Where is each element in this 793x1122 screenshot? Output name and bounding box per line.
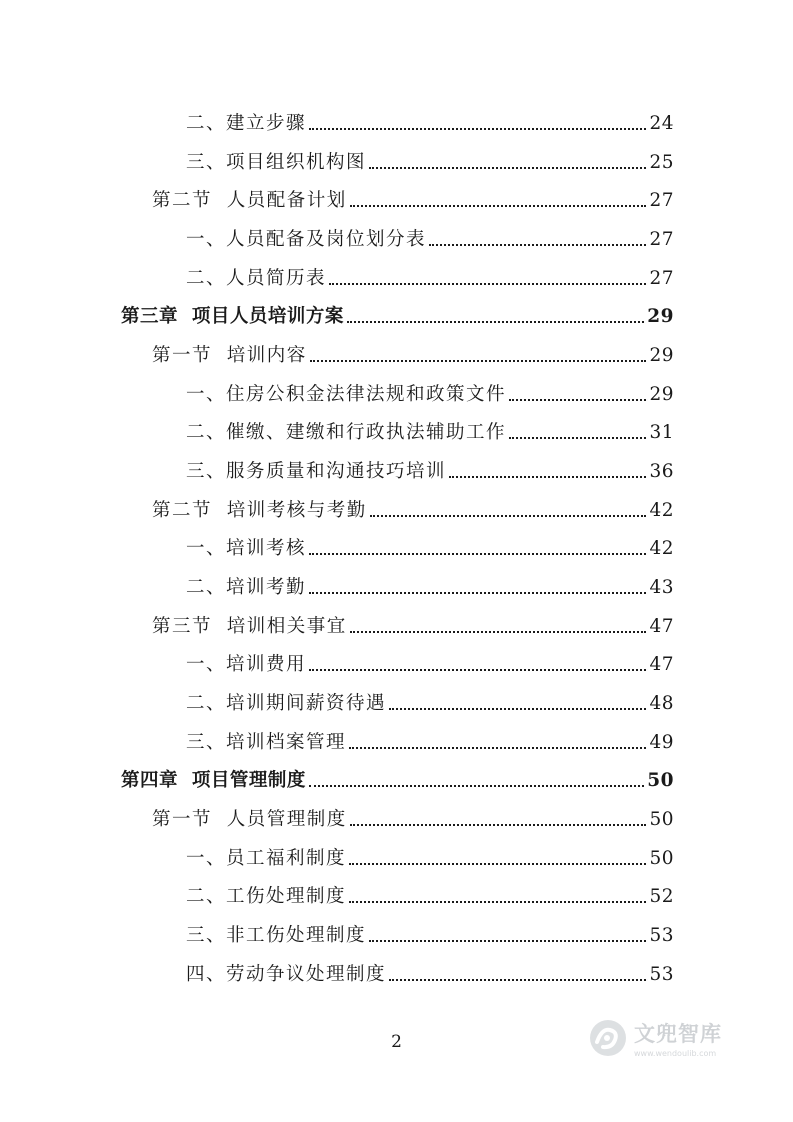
toc-entry-page: 49 (649, 731, 674, 753)
toc-entry-page: 53 (649, 924, 674, 946)
toc-entry-page: 29 (649, 344, 674, 366)
dot-leader (350, 824, 647, 826)
toc-entry-page: 52 (649, 885, 674, 907)
toc-entry-page: 29 (647, 305, 674, 327)
toc-entry-label: 三、培训档案管理 (186, 731, 347, 753)
toc-entry-label: 第三节 培训相关事宜 (152, 615, 347, 637)
dot-leader (349, 747, 646, 749)
toc-entry[interactable] (152, 610, 674, 636)
dot-leader (429, 244, 646, 246)
toc-entry[interactable] (152, 494, 674, 520)
dot-leader (350, 631, 647, 633)
toc-entry[interactable] (186, 107, 674, 133)
page-number: 2 (391, 1032, 402, 1052)
toc-entry-page: 36 (649, 460, 674, 482)
toc-entry-page: 42 (649, 499, 674, 521)
toc-entry[interactable] (186, 726, 674, 752)
toc-entry-label: 第二节 人员配备计划 (152, 189, 347, 211)
dot-leader (349, 901, 646, 903)
toc-entry[interactable] (186, 919, 674, 945)
toc-entry-page: 27 (649, 228, 674, 250)
dot-leader (347, 321, 644, 323)
toc-entry-label: 二、催缴、建缴和行政执法辅助工作 (186, 421, 507, 443)
toc-entry-page: 47 (649, 615, 674, 637)
dot-leader (509, 437, 646, 439)
toc-entry-label: 一、培训费用 (186, 653, 307, 675)
toc-entry-label: 第三章 项目人员培训方案 (121, 305, 344, 327)
dot-leader (309, 592, 646, 594)
toc-entry-label: 三、服务质量和沟通技巧培训 (186, 460, 447, 482)
dot-leader (509, 399, 646, 401)
watermark-url: www.wendoulib.com (634, 1049, 717, 1058)
toc-entry-page: 24 (649, 112, 674, 134)
dot-leader (370, 515, 647, 517)
dot-leader (449, 476, 646, 478)
toc-entry-page: 27 (649, 189, 674, 211)
toc-entry-label: 第一节 培训内容 (152, 344, 307, 366)
watermark-name: 文兜智库 (634, 1022, 722, 1046)
toc-entry-label: 一、培训考核 (186, 537, 307, 559)
toc-entry[interactable] (186, 146, 674, 172)
toc-entry[interactable] (186, 958, 674, 984)
toc-entry[interactable] (152, 803, 674, 829)
toc-entry-label: 一、住房公积金法律法规和政策文件 (186, 383, 507, 405)
toc-entry[interactable] (186, 223, 674, 249)
toc-entry-page: 50 (649, 847, 674, 869)
dot-leader (310, 360, 647, 362)
toc-entry-page: 53 (649, 963, 674, 985)
toc-entry-label: 三、项目组织机构图 (186, 151, 367, 173)
dot-leader (350, 205, 647, 207)
toc-entry-label: 一、人员配备及岗位划分表 (186, 228, 427, 250)
toc-entry-page: 50 (647, 769, 674, 791)
toc-entry-label: 二、培训期间薪资待遇 (186, 692, 387, 714)
toc-entry-label: 二、工伤处理制度 (186, 885, 347, 907)
dot-leader (369, 167, 646, 169)
toc-entry-page: 29 (649, 383, 674, 405)
dot-leader (349, 863, 646, 865)
toc-entry-label: 四、劳动争议处理制度 (186, 963, 387, 985)
toc-entry[interactable] (186, 648, 674, 674)
toc-entry-page: 31 (649, 421, 674, 443)
toc-entry-page: 50 (649, 808, 674, 830)
toc-entry-page: 25 (649, 151, 674, 173)
toc-entry[interactable] (152, 184, 674, 210)
toc-entry-label: 一、员工福利制度 (186, 847, 347, 869)
toc-entry-page: 27 (649, 267, 674, 289)
toc-entry-label: 二、建立步骤 (186, 112, 307, 134)
toc-entry-page: 42 (649, 537, 674, 559)
toc-entry-label: 二、培训考勤 (186, 576, 307, 598)
toc-entry[interactable] (186, 880, 674, 906)
dot-leader (309, 669, 646, 671)
toc-entry[interactable] (186, 455, 674, 481)
toc-entry[interactable] (121, 300, 674, 326)
dot-leader (389, 979, 646, 981)
dot-leader (309, 553, 646, 555)
toc-entry[interactable] (186, 416, 674, 442)
toc-entry[interactable] (186, 262, 674, 288)
toc-entry[interactable] (186, 842, 674, 868)
toc-entry-page: 48 (649, 692, 674, 714)
dot-leader (309, 128, 646, 130)
watermark (588, 1018, 722, 1058)
toc-entry[interactable] (152, 339, 674, 365)
toc-entry-label: 第一节 人员管理制度 (152, 808, 347, 830)
toc-entry[interactable] (121, 764, 674, 790)
dot-leader (389, 708, 646, 710)
dot-leader (329, 283, 646, 285)
toc-entry-page: 47 (649, 653, 674, 675)
dot-leader (369, 940, 646, 942)
dot-leader (309, 785, 644, 787)
toc-entry-label: 第二节 培训考核与考勤 (152, 499, 367, 521)
toc-entry[interactable] (186, 687, 674, 713)
wendou-logo-icon (588, 1018, 628, 1058)
toc-entry-page: 43 (649, 576, 674, 598)
toc-entry-label: 二、人员简历表 (186, 267, 327, 289)
toc-entry[interactable] (186, 378, 674, 404)
toc-entry-label: 三、非工伤处理制度 (186, 924, 367, 946)
toc-entry[interactable] (186, 571, 674, 597)
toc-entry[interactable] (186, 532, 674, 558)
toc-entry-label: 第四章 项目管理制度 (121, 769, 306, 791)
